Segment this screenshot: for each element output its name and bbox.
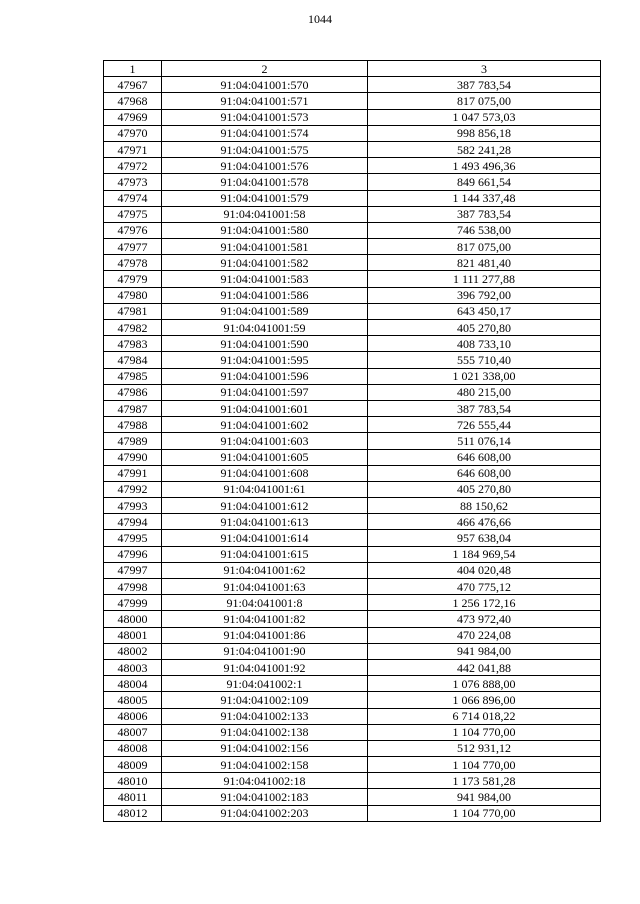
value-cell: 821 481,40: [368, 255, 601, 271]
cadastral-number-cell: 91:04:041002:18: [162, 773, 368, 789]
value-cell: 726 555,44: [368, 417, 601, 433]
value-cell: 998 856,18: [368, 125, 601, 141]
table-row: [104, 546, 601, 562]
cadastral-number-cell: 91:04:041001:573: [162, 109, 368, 125]
cadastral-number-cell: 91:04:041001:589: [162, 303, 368, 319]
table-row: [104, 595, 601, 611]
table-row: [104, 789, 601, 805]
table-row: [104, 174, 601, 190]
table-row: [104, 449, 601, 465]
cadastral-number-cell: 91:04:041001:579: [162, 190, 368, 206]
cadastral-number-cell: 91:04:041001:605: [162, 449, 368, 465]
value-cell: 387 783,54: [368, 77, 601, 93]
cadastral-number-cell: 91:04:041002:156: [162, 740, 368, 756]
row-number-cell: 48004: [104, 676, 162, 692]
row-number-cell: 47975: [104, 206, 162, 222]
value-cell: 555 710,40: [368, 352, 601, 368]
row-number-cell: 47985: [104, 368, 162, 384]
value-cell: 1 256 172,16: [368, 595, 601, 611]
cadastral-number-cell: 91:04:041002:138: [162, 724, 368, 740]
cadastral-number-cell: 91:04:041001:63: [162, 579, 368, 595]
cadastral-number-cell: 91:04:041002:158: [162, 757, 368, 773]
cadastral-number-cell: 91:04:041001:8: [162, 595, 368, 611]
cadastral-number-cell: 91:04:041001:582: [162, 255, 368, 271]
table-row: [104, 708, 601, 724]
cadastral-number-cell: 91:04:041001:595: [162, 352, 368, 368]
row-number-cell: 48010: [104, 773, 162, 789]
value-cell: 408 733,10: [368, 336, 601, 352]
table-row: [104, 514, 601, 530]
table-row: [104, 206, 601, 222]
table-row: [104, 77, 601, 93]
table-row: [104, 773, 601, 789]
table-row: [104, 417, 601, 433]
table-row: [104, 400, 601, 416]
table-row: [104, 158, 601, 174]
row-number-cell: 47995: [104, 530, 162, 546]
value-cell: 442 041,88: [368, 659, 601, 675]
cadastral-number-cell: 91:04:041001:574: [162, 125, 368, 141]
table-row: [104, 222, 601, 238]
row-number-cell: 48000: [104, 611, 162, 627]
cadastral-number-cell: 91:04:041001:576: [162, 158, 368, 174]
value-cell: 470 775,12: [368, 579, 601, 595]
table-row: [104, 465, 601, 481]
cadastral-number-cell: 91:04:041001:603: [162, 433, 368, 449]
cadastral-number-cell: 91:04:041002:1: [162, 676, 368, 692]
row-number-cell: 47986: [104, 384, 162, 400]
table-row: [104, 627, 601, 643]
row-number-cell: 47971: [104, 141, 162, 157]
cadastral-number-cell: 91:04:041001:615: [162, 546, 368, 562]
value-cell: 473 972,40: [368, 611, 601, 627]
cadastral-number-cell: 91:04:041001:597: [162, 384, 368, 400]
value-cell: 1 047 573,03: [368, 109, 601, 125]
value-cell: 1 104 770,00: [368, 805, 601, 821]
value-cell: 849 661,54: [368, 174, 601, 190]
cadastral-number-cell: 91:04:041001:575: [162, 141, 368, 157]
row-number-cell: 47982: [104, 320, 162, 336]
row-number-cell: 48005: [104, 692, 162, 708]
value-cell: 817 075,00: [368, 239, 601, 255]
row-number-cell: 47978: [104, 255, 162, 271]
table-row: [104, 303, 601, 319]
cadastral-number-cell: 91:04:041001:612: [162, 498, 368, 514]
table-row: [104, 433, 601, 449]
row-number-cell: 48001: [104, 627, 162, 643]
table-row: [104, 740, 601, 756]
cadastral-number-cell: 91:04:041002:133: [162, 708, 368, 724]
table-body: [104, 77, 601, 822]
table-row: [104, 255, 601, 271]
cadastral-number-cell: 91:04:041002:183: [162, 789, 368, 805]
row-number-cell: 47999: [104, 595, 162, 611]
row-number-cell: 47996: [104, 546, 162, 562]
page-number: 1044: [308, 12, 332, 26]
row-number-cell: 47972: [104, 158, 162, 174]
cadastral-number-cell: 91:04:041001:614: [162, 530, 368, 546]
table-row: [104, 498, 601, 514]
cadastral-number-cell: 91:04:041001:580: [162, 222, 368, 238]
row-number-cell: 48008: [104, 740, 162, 756]
value-cell: 1 111 277,88: [368, 271, 601, 287]
cadastral-number-cell: 91:04:041001:613: [162, 514, 368, 530]
value-cell: 582 241,28: [368, 141, 601, 157]
value-cell: 387 783,54: [368, 206, 601, 222]
cadastral-number-cell: 91:04:041001:62: [162, 562, 368, 578]
cadastral-number-cell: 91:04:041001:581: [162, 239, 368, 255]
value-cell: 405 270,80: [368, 320, 601, 336]
table-row: [104, 611, 601, 627]
column-header-2: 2: [162, 61, 368, 77]
cadastral-number-cell: 91:04:041001:578: [162, 174, 368, 190]
row-number-cell: 47969: [104, 109, 162, 125]
value-cell: 466 476,66: [368, 514, 601, 530]
row-number-cell: 47990: [104, 449, 162, 465]
table-row: [104, 579, 601, 595]
row-number-cell: 47991: [104, 465, 162, 481]
value-cell: 1 104 770,00: [368, 724, 601, 740]
cadastral-number-cell: 91:04:041001:601: [162, 400, 368, 416]
row-number-cell: 47980: [104, 287, 162, 303]
cadastral-number-cell: 91:04:041002:109: [162, 692, 368, 708]
table-row: [104, 125, 601, 141]
row-number-cell: 47983: [104, 336, 162, 352]
value-cell: 387 783,54: [368, 400, 601, 416]
value-cell: 88 150,62: [368, 498, 601, 514]
cadastral-number-cell: 91:04:041001:61: [162, 481, 368, 497]
row-number-cell: 47970: [104, 125, 162, 141]
row-number-cell: 47998: [104, 579, 162, 595]
table-row: [104, 643, 601, 659]
row-number-cell: 47987: [104, 400, 162, 416]
row-number-cell: 47967: [104, 77, 162, 93]
cadastral-number-cell: 91:04:041001:86: [162, 627, 368, 643]
value-cell: 646 608,00: [368, 465, 601, 481]
cadastral-number-cell: 91:04:041001:59: [162, 320, 368, 336]
value-cell: 1 144 337,48: [368, 190, 601, 206]
table-row: [104, 190, 601, 206]
value-cell: 941 984,00: [368, 643, 601, 659]
column-header-3: 3: [368, 61, 601, 77]
row-number-cell: 47968: [104, 93, 162, 109]
value-cell: 511 076,14: [368, 433, 601, 449]
value-cell: 405 270,80: [368, 481, 601, 497]
value-cell: 470 224,08: [368, 627, 601, 643]
table-row: [104, 724, 601, 740]
row-number-cell: 48003: [104, 659, 162, 675]
table-row: [104, 109, 601, 125]
table-row: [104, 805, 601, 821]
cadastral-number-cell: 91:04:041001:92: [162, 659, 368, 675]
value-cell: 1 184 969,54: [368, 546, 601, 562]
row-number-cell: 48006: [104, 708, 162, 724]
cadastral-number-cell: 91:04:041001:583: [162, 271, 368, 287]
cadastral-number-cell: 91:04:041001:596: [162, 368, 368, 384]
row-number-cell: 48012: [104, 805, 162, 821]
value-cell: 1 104 770,00: [368, 757, 601, 773]
table-row: [104, 530, 601, 546]
row-number-cell: 48009: [104, 757, 162, 773]
table-row: [104, 141, 601, 157]
data-table: [103, 60, 601, 822]
table-row: [104, 336, 601, 352]
cadastral-number-cell: 91:04:041001:571: [162, 93, 368, 109]
row-number-cell: 48007: [104, 724, 162, 740]
table-row: [104, 384, 601, 400]
cadastral-number-cell: 91:04:041001:82: [162, 611, 368, 627]
table-row: [104, 692, 601, 708]
row-number-cell: 47992: [104, 481, 162, 497]
table-row: [104, 352, 601, 368]
cadastral-number-cell: 91:04:041001:586: [162, 287, 368, 303]
value-cell: 957 638,04: [368, 530, 601, 546]
row-number-cell: 47989: [104, 433, 162, 449]
value-cell: 512 931,12: [368, 740, 601, 756]
cadastral-number-cell: 91:04:041001:58: [162, 206, 368, 222]
value-cell: 1 066 896,00: [368, 692, 601, 708]
table-row: [104, 239, 601, 255]
row-number-cell: 48002: [104, 643, 162, 659]
column-header-1: 1: [104, 61, 162, 77]
table-row: [104, 368, 601, 384]
table-row: [104, 757, 601, 773]
row-number-cell: 47981: [104, 303, 162, 319]
table-row: [104, 562, 601, 578]
value-cell: 817 075,00: [368, 93, 601, 109]
row-number-cell: 47976: [104, 222, 162, 238]
cadastral-number-cell: 91:04:041001:590: [162, 336, 368, 352]
cadastral-number-cell: 91:04:041002:203: [162, 805, 368, 821]
table-row: [104, 659, 601, 675]
cadastral-number-cell: 91:04:041001:608: [162, 465, 368, 481]
cadastral-number-cell: 91:04:041001:602: [162, 417, 368, 433]
table-row: [104, 320, 601, 336]
table-row: [104, 676, 601, 692]
value-cell: 396 792,00: [368, 287, 601, 303]
value-cell: 480 215,00: [368, 384, 601, 400]
row-number-cell: 47984: [104, 352, 162, 368]
row-number-cell: 47994: [104, 514, 162, 530]
table-row: [104, 287, 601, 303]
row-number-cell: 47993: [104, 498, 162, 514]
value-cell: 643 450,17: [368, 303, 601, 319]
value-cell: 941 984,00: [368, 789, 601, 805]
row-number-cell: 47979: [104, 271, 162, 287]
row-number-cell: 47973: [104, 174, 162, 190]
header-row: [104, 61, 601, 77]
cadastral-number-cell: 91:04:041001:90: [162, 643, 368, 659]
value-cell: 6 714 018,22: [368, 708, 601, 724]
row-number-cell: 47988: [104, 417, 162, 433]
value-cell: 1 173 581,28: [368, 773, 601, 789]
row-number-cell: 47997: [104, 562, 162, 578]
row-number-cell: 47974: [104, 190, 162, 206]
table-row: [104, 271, 601, 287]
value-cell: 1 493 496,36: [368, 158, 601, 174]
row-number-cell: 47977: [104, 239, 162, 255]
table-row: [104, 93, 601, 109]
value-cell: 1 021 338,00: [368, 368, 601, 384]
value-cell: 1 076 888,00: [368, 676, 601, 692]
value-cell: 746 538,00: [368, 222, 601, 238]
value-cell: 646 608,00: [368, 449, 601, 465]
value-cell: 404 020,48: [368, 562, 601, 578]
row-number-cell: 48011: [104, 789, 162, 805]
table-row: [104, 481, 601, 497]
cadastral-number-cell: 91:04:041001:570: [162, 77, 368, 93]
